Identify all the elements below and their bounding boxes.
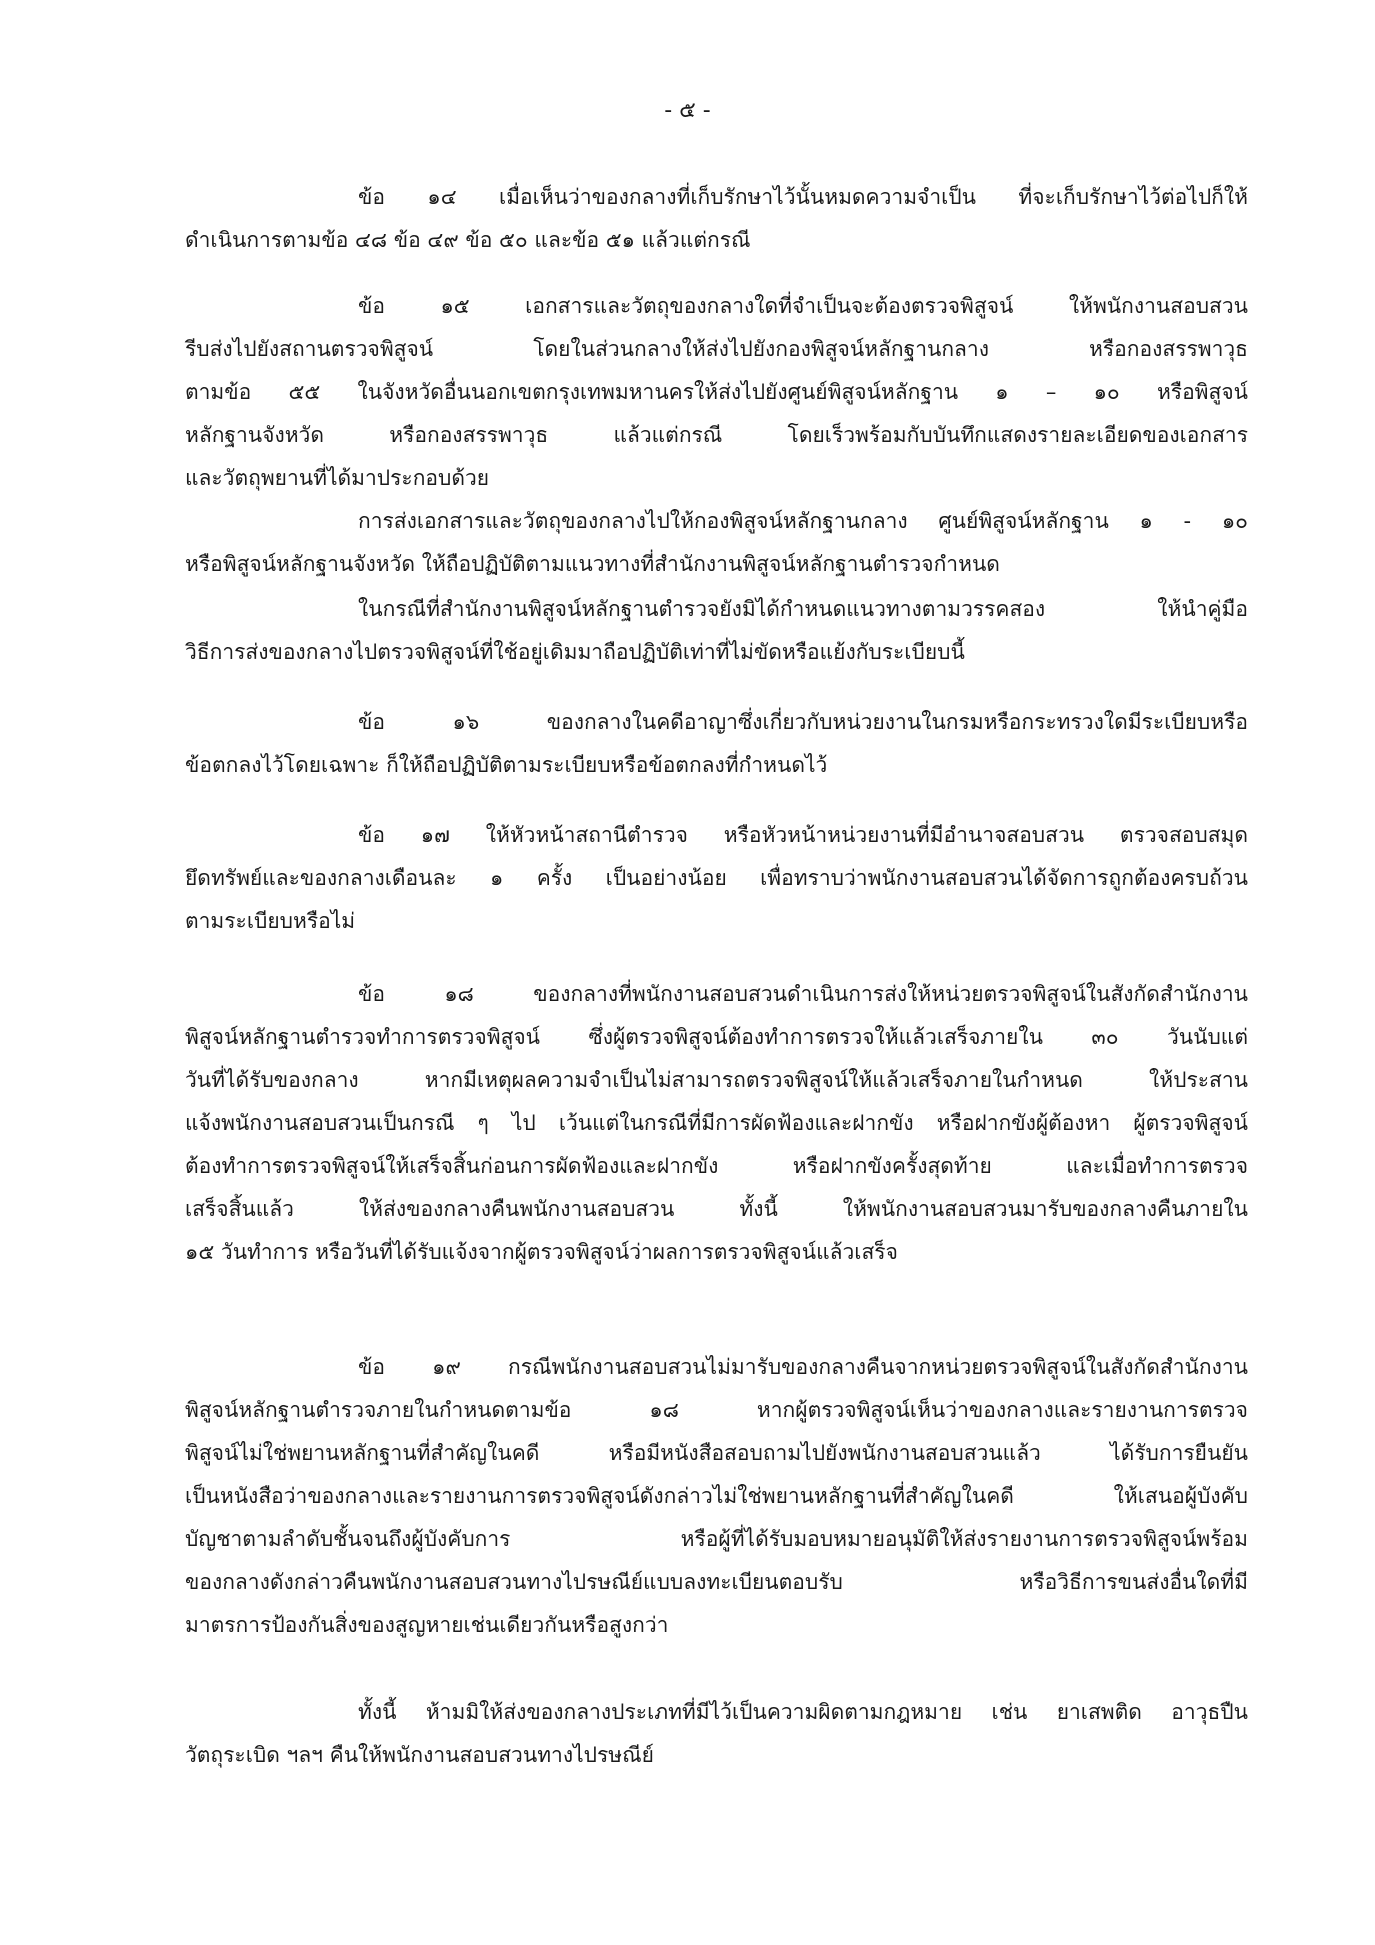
text-line: ๑๕ วันทำการ หรือวันที่ได้รับแจ้งจากผู้ตรวจพิสูจน์ว่าผลการตรวจพิสูจน์แล้วเสร็จ [185, 1240, 898, 1264]
text-line: เป็นหนังสือว่าของกลางและรายงานการตรวจพิสูจน์ดังกล่าวไม่ใช่พยานหลักฐานที่สำคัญในคดี ให้เสนอผู้บังคับ [185, 1484, 1248, 1508]
page-number: - ๕ - [664, 98, 711, 123]
text-line: ตามระเบียบหรือไม่ [185, 909, 356, 933]
paragraph [185, 701, 1248, 787]
text-line: บัญชาตามลำดับชั้นจนถึงผู้บังคับการ หรือผู้ที่ได้รับมอบหมายอนุมัติให้ส่งรายงานการตรวจพิสูจน์พร้อม [185, 1527, 1248, 1551]
text-line: พิสูจน์ไม่ใช่พยานหลักฐานที่สำคัญในคดี หรือมีหนังสือสอบถามไปยังพนักงานสอบสวนแล้ว ได้รับการยืนยัน [185, 1441, 1248, 1465]
text-line: เสร็จสิ้นแล้ว ให้ส่งของกลางคืนพนักงานสอบสวน ทั้งนี้ ให้พนักงานสอบสวนมารับของกลางคืนภายใน [185, 1197, 1248, 1221]
text-line: แจ้งพนักงานสอบสวนเป็นกรณี ๆ ไป เว้นแต่ในกรณีที่มีการผัดฟ้องและฝากขัง หรือฝากขังผู้ต้องหา ผู้ตรวจพิสูจน์ [185, 1111, 1248, 1135]
text-line: มาตรการป้องกันสิ่งของสูญหายเช่นเดียวกันหรือสูงกว่า [185, 1613, 669, 1637]
text-line: ข้อ ๑๕ เอกสารและวัตถุของกลางใดที่จำเป็นจะต้องตรวจพิสูจน์ ให้พนักงานสอบสวน [358, 294, 1248, 318]
text-line: ตามข้อ ๕๕ ในจังหวัดอื่นนอกเขตกรุงเทพมหานครให้ส่งไปยังศูนย์พิสูจน์หลักฐาน ๑ – ๑๐ หรือพิสูจน์ [185, 380, 1248, 404]
text-line: การส่งเอกสารและวัตถุของกลางไปให้กองพิสูจน์หลักฐานกลาง ศูนย์พิสูจน์หลักฐาน ๑ - ๑๐ [358, 509, 1248, 533]
text-line: ข้อ ๑๘ ของกลางที่พนักงานสอบสวนดำเนินการส่งให้หน่วยตรวจพิสูจน์ในสังกัดสำนักงาน [358, 982, 1248, 1006]
text-line: และวัตถุพยานที่ได้มาประกอบด้วย [185, 466, 490, 490]
text-line: พิสูจน์หลักฐานตำรวจทำการตรวจพิสูจน์ ซึ่งผู้ตรวจพิสูจน์ต้องทำการตรวจให้แล้วเสร็จภายใน ๓๐ วันนับแต่ [185, 1025, 1248, 1049]
text-line: หรือพิสูจน์หลักฐานจังหวัด ให้ถือปฏิบัติตามแนวทางที่สำนักงานพิสูจน์หลักฐานตำรวจกำหนด [185, 552, 1000, 576]
text-line: รีบส่งไปยังสถานตรวจพิสูจน์ โดยในส่วนกลางให้ส่งไปยังกองพิสูจน์หลักฐานกลาง หรือกองสรรพาวุธ [185, 337, 1248, 361]
text-line: พิสูจน์หลักฐานตำรวจภายในกำหนดตามข้อ ๑๘ หากผู้ตรวจพิสูจน์เห็นว่าของกลางและรายงานการตรวจ [185, 1398, 1248, 1422]
text-line: ข้อ ๑๖ ของกลางในคดีอาญาซึ่งเกี่ยวกับหน่วยงานในกรมหรือกระทรวงใดมีระเบียบหรือ [358, 710, 1248, 734]
text-line: ข้อ ๑๔ เมื่อเห็นว่าของกลางที่เก็บรักษาไว้นั้นหมดความจำเป็น ที่จะเก็บรักษาไว้ต่อไปก็ให้ [358, 185, 1248, 209]
text-line: ดำเนินการตามข้อ ๔๘ ข้อ ๔๙ ข้อ ๕๐ และข้อ ๕๑ แล้วแต่กรณี [185, 228, 751, 252]
paragraph [185, 588, 1248, 674]
text-line: วันที่ได้รับของกลาง หากมีเหตุผลความจำเป็นไม่สามารถตรวจพิสูจน์ให้แล้วเสร็จภายในกำหนด ให้ประสาน [185, 1068, 1248, 1092]
paragraph [185, 814, 1248, 943]
text-line: ในกรณีที่สำนักงานพิสูจน์หลักฐานตำรวจยังมิได้กำหนดแนวทางตามวรรคสอง ให้นำคู่มือ [358, 597, 1248, 621]
text-line: ข้อ ๑๗ ให้หัวหน้าสถานีตำรวจ หรือหัวหน้าหน่วยงานที่มีอำนาจสอบสวน ตรวจสอบสมุด [358, 823, 1248, 847]
text-line: วัตถุระเบิด ฯลฯ คืนให้พนักงานสอบสวนทางไปรษณีย์ [185, 1743, 654, 1767]
text-line: ของกลางดังกล่าวคืนพนักงานสอบสวนทางไปรษณีย์แบบลงทะเบียนตอบรับ หรือวิธีการขนส่งอื่นใดที่มี [185, 1570, 1248, 1594]
text-line: ทั้งนี้ ห้ามมิให้ส่งของกลางประเภทที่มีไว้เป็นความผิดตามกฎหมาย เช่น ยาเสพติด อาวุธปืน [358, 1700, 1248, 1724]
text-line: ต้องทำการตรวจพิสูจน์ให้เสร็จสิ้นก่อนการผัดฟ้องและฝากขัง หรือฝากขังครั้งสุดท้าย และเมื่อทำการตรวจ [185, 1154, 1248, 1178]
text-line: ข้อตกลงไว้โดยเฉพาะ ก็ให้ถือปฏิบัติตามระเบียบหรือข้อตกลงที่กำหนดไว้ [185, 753, 828, 777]
text-line: ยึดทรัพย์และของกลางเดือนละ ๑ ครั้ง เป็นอย่างน้อย เพื่อทราบว่าพนักงานสอบสวนได้จัดการถูกต้องครบถ้วน [185, 866, 1248, 890]
paragraph [185, 1691, 1248, 1777]
text-line: วิธีการส่งของกลางไปตรวจพิสูจน์ที่ใช้อยู่เดิมมาถือปฏิบัติเท่าที่ไม่ขัดหรือแย้งกับระเบียบนี้ [185, 640, 965, 664]
paragraph [185, 1346, 1248, 1647]
paragraph [185, 973, 1248, 1274]
paragraph [185, 500, 1248, 586]
paragraph [185, 176, 1248, 262]
text-line: ข้อ ๑๙ กรณีพนักงานสอบสวนไม่มารับของกลางคืนจากหน่วยตรวจพิสูจน์ในสังกัดสำนักงาน [358, 1355, 1248, 1379]
text-line: หลักฐานจังหวัด หรือกองสรรพาวุธ แล้วแต่กรณี โดยเร็วพร้อมกับบันทึกแสดงรายละเอียดของเอกสาร [185, 423, 1248, 447]
paragraph [185, 285, 1248, 500]
